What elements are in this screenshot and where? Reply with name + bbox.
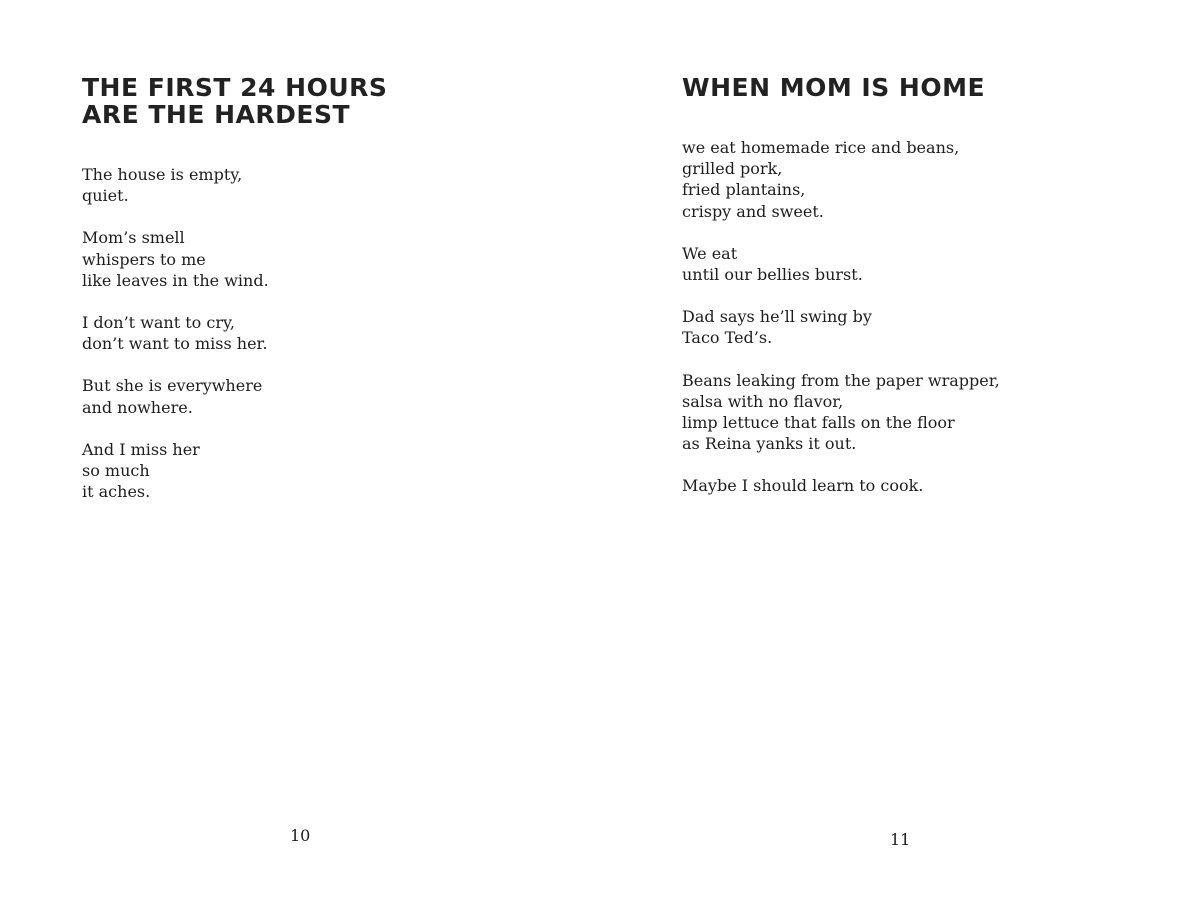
poem-line: crispy and sweet. xyxy=(682,201,824,221)
poem-line: I don’t want to cry, xyxy=(82,313,235,333)
poem-line: The house is empty, xyxy=(82,165,243,184)
poem-line: limp lettuce that falls on the floor xyxy=(682,413,955,433)
poem-line: Beans leaking from the paper wrapper, xyxy=(682,370,1000,390)
poem-body xyxy=(82,164,269,502)
stanza xyxy=(682,475,1000,496)
poem-line: We eat xyxy=(682,243,738,263)
stanza xyxy=(82,164,269,206)
poem-line: Taco Ted’s. xyxy=(682,328,773,348)
poem-title-line: THE FIRST 24 HOURS xyxy=(82,73,388,102)
poem-title-line: ARE THE HARDEST xyxy=(82,100,351,129)
poem-body xyxy=(682,137,1000,497)
poem-title-line: WHEN MOM IS HOME xyxy=(682,73,986,102)
stanza xyxy=(682,306,1000,348)
stanza xyxy=(82,312,269,354)
poem-line: so much xyxy=(82,461,150,481)
poem-line: salsa with no flavor, xyxy=(682,391,844,411)
page-number: 10 xyxy=(290,826,311,845)
poem-title xyxy=(82,74,387,128)
poem-line: we eat homemade rice and beans, xyxy=(682,138,960,157)
stanza xyxy=(682,243,1000,285)
stanza xyxy=(682,137,1000,222)
stanza xyxy=(82,227,269,291)
poem-line: But she is everywhere xyxy=(82,376,263,396)
poem-line: Maybe I should learn to cook. xyxy=(682,476,924,496)
stanza xyxy=(82,439,269,503)
right-page xyxy=(600,0,1200,900)
poem-line: quiet. xyxy=(82,186,129,206)
poem-line: Mom’s smell xyxy=(82,228,185,248)
poem-line: fried plantains, xyxy=(682,180,806,200)
stanza xyxy=(682,370,1000,455)
poem-line: whispers to me xyxy=(82,249,206,269)
poem-line: don’t want to miss her. xyxy=(82,334,268,354)
poem-line: like leaves in the wind. xyxy=(82,270,269,290)
poem-line: and nowhere. xyxy=(82,397,193,417)
page-number: 11 xyxy=(890,830,911,849)
poem-line: as Reina yanks it out. xyxy=(682,434,857,454)
poem-line: grilled pork, xyxy=(682,159,783,179)
poem-title xyxy=(682,74,985,101)
stanza xyxy=(82,375,269,417)
poem-line: Dad says he’ll swing by xyxy=(682,307,872,327)
poem-line: it aches. xyxy=(82,482,151,502)
poem-line: And I miss her xyxy=(82,439,200,459)
poem-line: until our bellies burst. xyxy=(682,265,863,285)
